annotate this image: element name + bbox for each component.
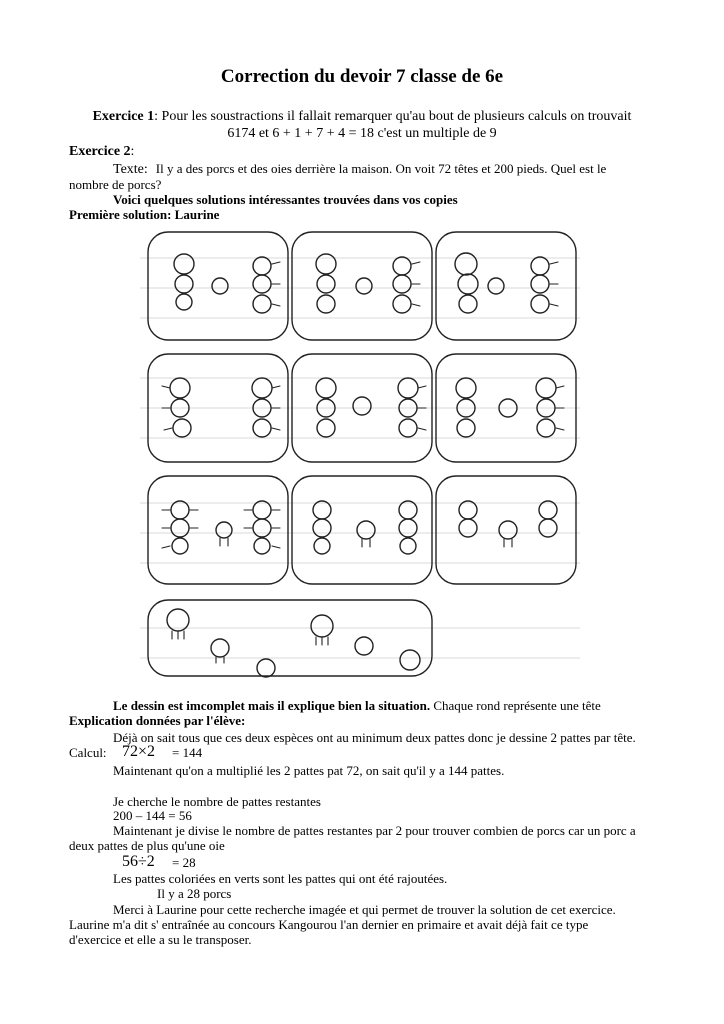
explanation-line-2: Maintenant qu'on a multiplié les 2 pattes pat 72, on sait qu'il y a 144 pattes.	[113, 763, 505, 778]
explanation-line-3: Je cherche le nombre de pattes restantes	[113, 794, 321, 809]
division-expression: 56÷2	[122, 853, 155, 870]
exercise-2-label: Exercice 2	[69, 144, 131, 159]
drawing-caption	[113, 698, 601, 714]
explanation-heading: Explication données par l'élève:	[69, 713, 246, 728]
explanation-line-5: Maintenant je divise le nombre de pattes restantes par 2 pour trouver combien de porcs car un porc a	[113, 823, 636, 838]
notebook-grid	[140, 258, 580, 658]
exercise-2-colon: :	[130, 144, 135, 159]
drawing-boxes	[148, 232, 576, 676]
first-solution-heading: Première solution: Laurine	[69, 207, 220, 222]
drawing-heads	[167, 253, 557, 677]
student-drawing	[140, 228, 580, 680]
exercise-1-label: Exercice 1	[92, 109, 155, 124]
explanation-line-6: deux pattes de plus qu'une oie	[69, 838, 225, 853]
calc-result: = 144	[172, 745, 203, 760]
calc-label: Calcul:	[69, 745, 107, 760]
explanation-line-4: 200 – 144 = 56	[113, 808, 192, 823]
explanation-line-1: Déjà on sait tous que ces deux espèces ont au minimum deux pattes donc je dessine 2 pattes par tête.	[113, 730, 636, 745]
solutions-heading: Voici quelques solutions intéressantes trouvées dans vos copies	[113, 192, 458, 207]
explanation-line-7: Les pattes coloriées en verts sont les pattes qui ont été rajoutées.	[113, 871, 448, 886]
texte-label: Texte:	[113, 162, 148, 177]
exercise-1-line-1	[0, 108, 724, 125]
page-title: Correction du devoir 7 classe de 6e	[220, 66, 504, 87]
explanation-line-11: d'exercice et elle a su le transposer.	[69, 932, 252, 947]
explanation-line-10: Laurine m'a dit s' entraînée au concours Kangourou l'an dernier en primaire et avait déjà fait ce type	[69, 917, 589, 932]
texte-line-2: nombre de porcs?	[69, 177, 162, 192]
division-result: = 28	[172, 855, 196, 870]
exercise-2-heading	[69, 143, 134, 160]
drawing-caption-rest: Chaque rond représente une tête	[430, 698, 601, 713]
answer-line: Il y a 28 porcs	[157, 886, 232, 901]
drawing-caption-bold: Le dessin est imcomplet mais il explique bien la situation.	[113, 698, 431, 713]
exercise-1-line-2: 6174 et 6 + 1 + 7 + 4 = 18 c'est un multiple de 9	[227, 126, 497, 141]
calc-expression: 72×2	[122, 743, 156, 760]
texte-line	[113, 160, 606, 178]
texte-content: Il y a des porcs et des oies derrière la maison. On voit 72 têtes et 200 pieds. Quel est le	[155, 161, 607, 176]
thanks-line: Merci à Laurine pour cette recherche imagée et qui permet de trouver la solution de cet exercice.	[113, 902, 616, 917]
exercise-1-text: : Pour les soustractions il fallait remarquer qu'au bout de plusieurs calculs on trouvait	[154, 109, 632, 124]
